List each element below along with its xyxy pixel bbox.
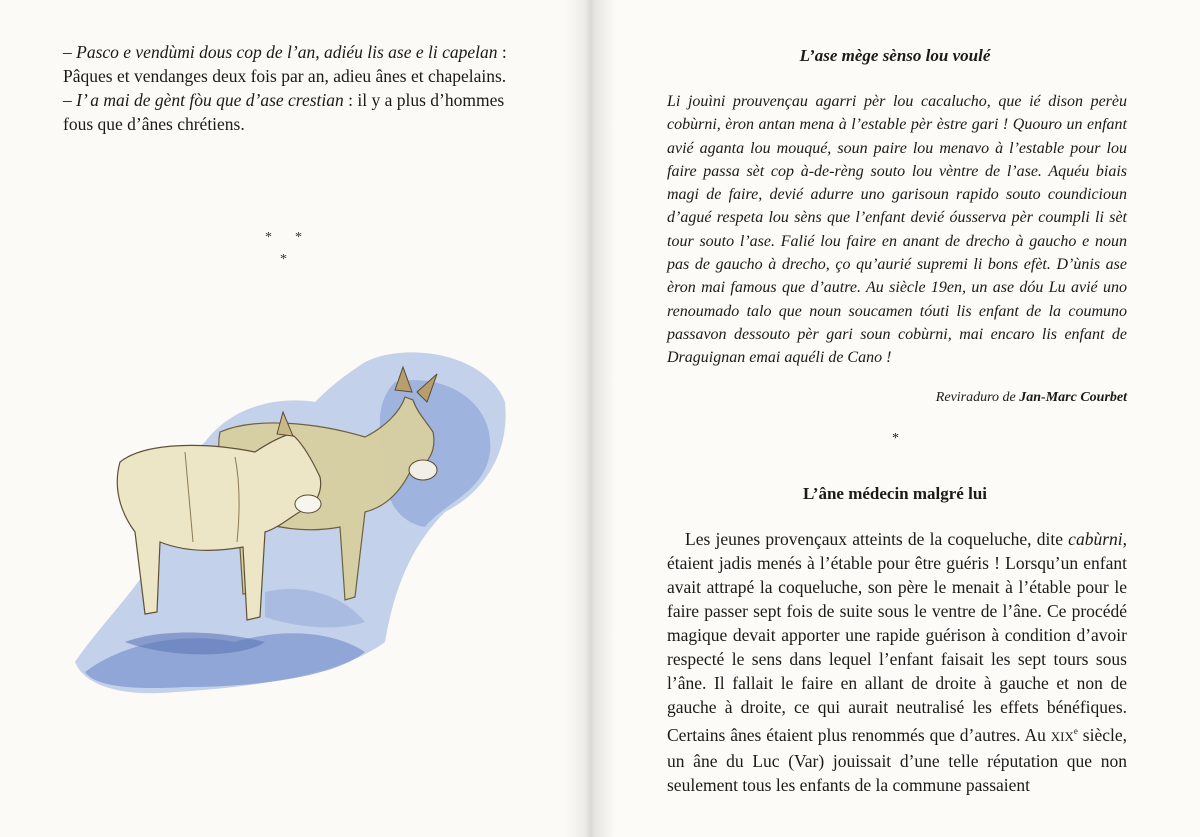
donkeys-watercolor-illustration (65, 342, 510, 704)
proverb-2: – I’ a mai de gènt fòu que d’ase crestian : il y a plus d’hommes fous que d’ânes chrétiens. (63, 90, 505, 134)
translator-name: Jan-Marc Courbet (1019, 390, 1127, 405)
french-paragraph: Les jeunes provençaux atteints de la coqueluche, dite cabùrni, étaient jadis menés à l’étable pour être guéris ! Lorsqu’un enfant avait attrapé la coqueluche, son père le menait à l’étable pour le faire passer sept fois de suite sous le ventre de l’âne. Ce procédé magique devait apporter une rapide guérison à condition d’avoir respecté le sens dans lequel l’enfant faisait les sept tours sous l’âne. Il fallait le faire en allant de droite à gauche et non de gauche à droite, ce qui aurait neutralisé les effets bénéfiques. Certains ânes étaient plus renommés que d’autres. Au XIXe siècle, un âne du Luc (Var) jouissait d’une telle réputation que non seulement tous les enfants de la commune passaient (667, 529, 1127, 795)
occitan-paragraph: Li jouìni prouvençau agarri pèr lou cacalucho, que ié dison perèu cobùrni, èron antan mena à l’estable pèr èstre gari ! Quouro un enfant avié aganta lou mouqué, soun paire lou menavo à l’estable pour lou faire passa sèt cop à-de-rèng souto lou vèntre de l’ase. Aquéu biais magi de faire, devié adurre uno garisoun rapido souto coundicioun d’agué respeta lou sèns que l’enfant devié óusserva pèr coumpli li sèt tour souto l’ase. Falié lou faire en anant de drecho à gaucho e noun pas de gaucho à drecho, ço qu’aurié supremi li bons efèt. D’ùnis ase èron mai famous que d’autre. Au siècle 19en, un ase dóu Lu avié uno renoumado talo que noun soucamen tóuti lis enfant de la coumuno passavon dessouto pèr gari soun cobùrni, mai encaro lis enfant de Draguignan emai aquéli de Cano ! (667, 93, 1127, 367)
section-star: * (892, 431, 899, 446)
french-title: L’âne médecin malgré lui (803, 484, 987, 503)
proverb-quotes (55, 40, 535, 136)
proverb-1-french: Pâques et vendanges deux fois par an, adieu ânes et chapelains. (63, 66, 507, 86)
proverb-2-occitan: – I’ a mai de gènt fòu que d’ase crestian (63, 90, 344, 110)
translation-credit: Reviraduro de Jan-Marc Courbet (935, 390, 1127, 405)
asterism-divider: * * * (265, 230, 302, 267)
proverb-1: – Pasco e vendùmi dous cop de l’an, adiéu lis ase e li capelan : Pâques et vendanges deux fois par an, adieu ânes et chapelains. (63, 42, 507, 86)
book-gutter (565, 0, 615, 837)
proverb-2-french: il y a plus d’hommes fous que d’ânes chrétiens. (63, 90, 505, 134)
occitan-title: L’ase mège sènso lou voulé (799, 46, 991, 65)
proverb-1-occitan: – Pasco e vendùmi dous cop de l’an, adiéu lis ase e li capelan (63, 42, 498, 62)
